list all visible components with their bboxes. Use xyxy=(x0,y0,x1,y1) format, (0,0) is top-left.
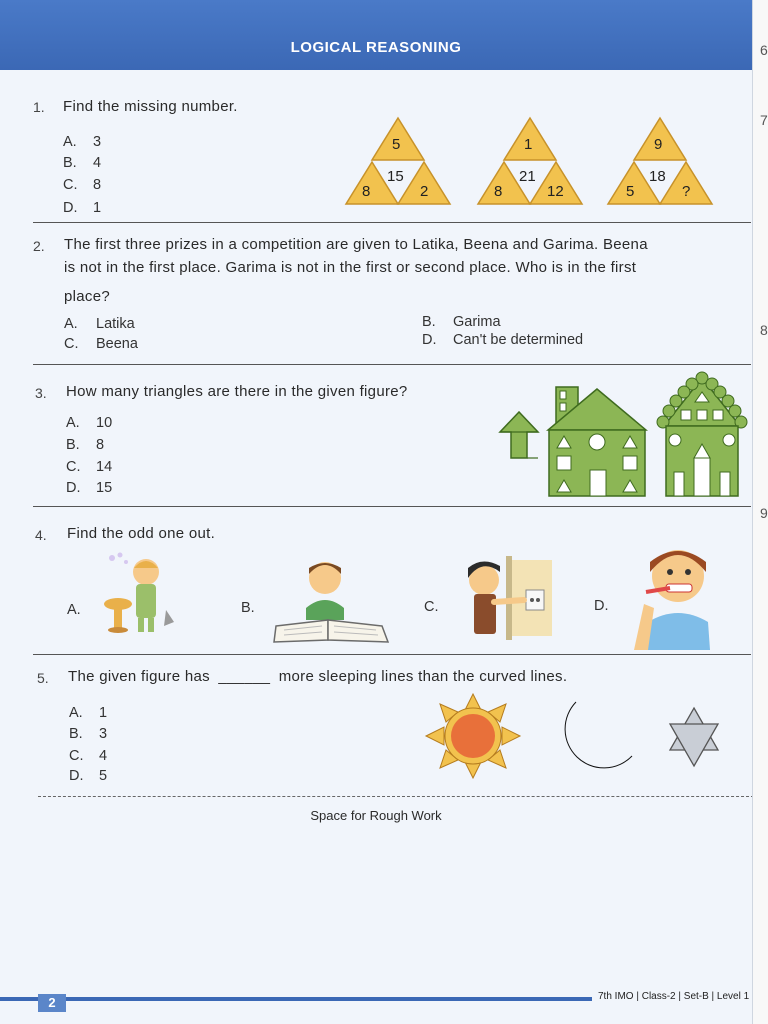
triangle-1-center-value: 15 xyxy=(387,168,404,185)
rough-work-divider xyxy=(38,796,754,797)
edge-number: 8 xyxy=(760,322,768,338)
question-1-text: Find the missing number. xyxy=(63,98,238,115)
triangle-2-top-value: 1 xyxy=(524,136,533,153)
edge-number: 9 xyxy=(760,505,768,521)
question-3-option-b[interactable]: B. 8 xyxy=(66,437,105,453)
child-washing-hands-illustration[interactable] xyxy=(96,550,182,636)
question-1-number: 1. xyxy=(33,99,45,115)
question-2-option-c[interactable]: C. Beena xyxy=(64,336,138,352)
child-reading-book-illustration[interactable] xyxy=(270,556,392,646)
edge-number: 6 xyxy=(760,42,768,58)
triangle-3-center-value: 18 xyxy=(649,168,666,185)
question-5-option-c[interactable]: C. 4 xyxy=(69,748,108,764)
star-of-david-figure xyxy=(666,706,722,768)
section-title: LOGICAL REASONING xyxy=(290,39,462,56)
question-5-option-d[interactable]: D. 5 xyxy=(69,768,108,784)
question-4-number: 4. xyxy=(35,527,47,543)
triangle-1-top-value: 5 xyxy=(392,136,401,153)
number-triangle-3 xyxy=(604,116,716,206)
question-4-option-a[interactable]: A. xyxy=(67,602,81,618)
rough-work-label: Space for Rough Work xyxy=(310,808,442,823)
question-5-option-b[interactable]: B. 3 xyxy=(69,726,108,742)
question-1-option-d[interactable]: D. 1 xyxy=(63,200,102,216)
question-2-option-b[interactable]: B. Garima xyxy=(422,314,501,330)
footer-bar xyxy=(0,997,592,1001)
section-header xyxy=(0,0,752,70)
triangle-3-top-value: 9 xyxy=(654,136,663,153)
question-3-option-d[interactable]: D. 15 xyxy=(66,480,113,496)
question-4-option-c[interactable]: C. xyxy=(424,599,439,615)
question-5-option-a[interactable]: A. 1 xyxy=(69,705,108,721)
house-figure-1 xyxy=(546,384,648,498)
divider xyxy=(33,364,751,365)
number-triangle-1 xyxy=(342,116,454,206)
question-3-number: 3. xyxy=(35,385,47,401)
triangle-2-center-value: 21 xyxy=(519,168,536,185)
child-touching-socket-illustration[interactable] xyxy=(454,554,554,640)
triangle-3-left-value: 5 xyxy=(626,183,635,200)
arrow-figure xyxy=(498,410,540,460)
question-5-text: The given figure has ______ more sleeping lines than the curved lines. xyxy=(68,668,568,685)
question-4-option-b[interactable]: B. xyxy=(241,600,255,616)
triangle-3-right-value: ? xyxy=(682,183,691,200)
question-2-text-line-2: is not in the first place. Garima is not in the first or second place. Who is in the first xyxy=(64,259,637,276)
question-2-number: 2. xyxy=(33,238,45,254)
next-page-edge xyxy=(752,0,768,1024)
question-1-option-c[interactable]: C. 8 xyxy=(63,177,102,193)
child-brushing-teeth-illustration[interactable] xyxy=(626,542,718,652)
question-3-option-c[interactable]: C. 14 xyxy=(66,459,113,475)
question-1-option-b[interactable]: B. 4 xyxy=(63,155,102,171)
question-5-number: 5. xyxy=(37,670,49,686)
question-2-text-line-1: The first three prizes in a competition are given to Latika, Beena and Garima. Beena xyxy=(64,236,648,253)
triangle-2-left-value: 8 xyxy=(494,183,503,200)
divider xyxy=(33,506,751,507)
question-2-option-a[interactable]: A. Latika xyxy=(64,316,135,332)
number-triangle-2 xyxy=(474,116,586,206)
page-number: 2 xyxy=(38,994,66,1012)
edge-number: 7 xyxy=(760,112,768,128)
divider xyxy=(33,654,751,655)
triangle-1-left-value: 8 xyxy=(362,183,371,200)
footer-exam-info: 7th IMO | Class-2 | Set-B | Level 1 xyxy=(598,991,750,1002)
question-2-text-line-3: place? xyxy=(64,288,111,305)
question-4-option-d[interactable]: D. xyxy=(594,598,609,614)
crescent-moon-figure xyxy=(554,698,634,774)
triangle-2-right-value: 12 xyxy=(547,183,564,200)
question-3-text: How many triangles are there in the given figure? xyxy=(66,383,408,400)
triangle-1-right-value: 2 xyxy=(420,183,429,200)
question-4-text: Find the odd one out. xyxy=(67,525,216,542)
question-2-option-d[interactable]: D. Can't be determined xyxy=(422,332,584,348)
question-1-option-a[interactable]: A. 3 xyxy=(63,134,102,150)
question-3-option-a[interactable]: A. 10 xyxy=(66,415,113,431)
sun-figure xyxy=(424,692,522,780)
divider xyxy=(33,222,751,223)
house-figure-2 xyxy=(654,370,750,498)
